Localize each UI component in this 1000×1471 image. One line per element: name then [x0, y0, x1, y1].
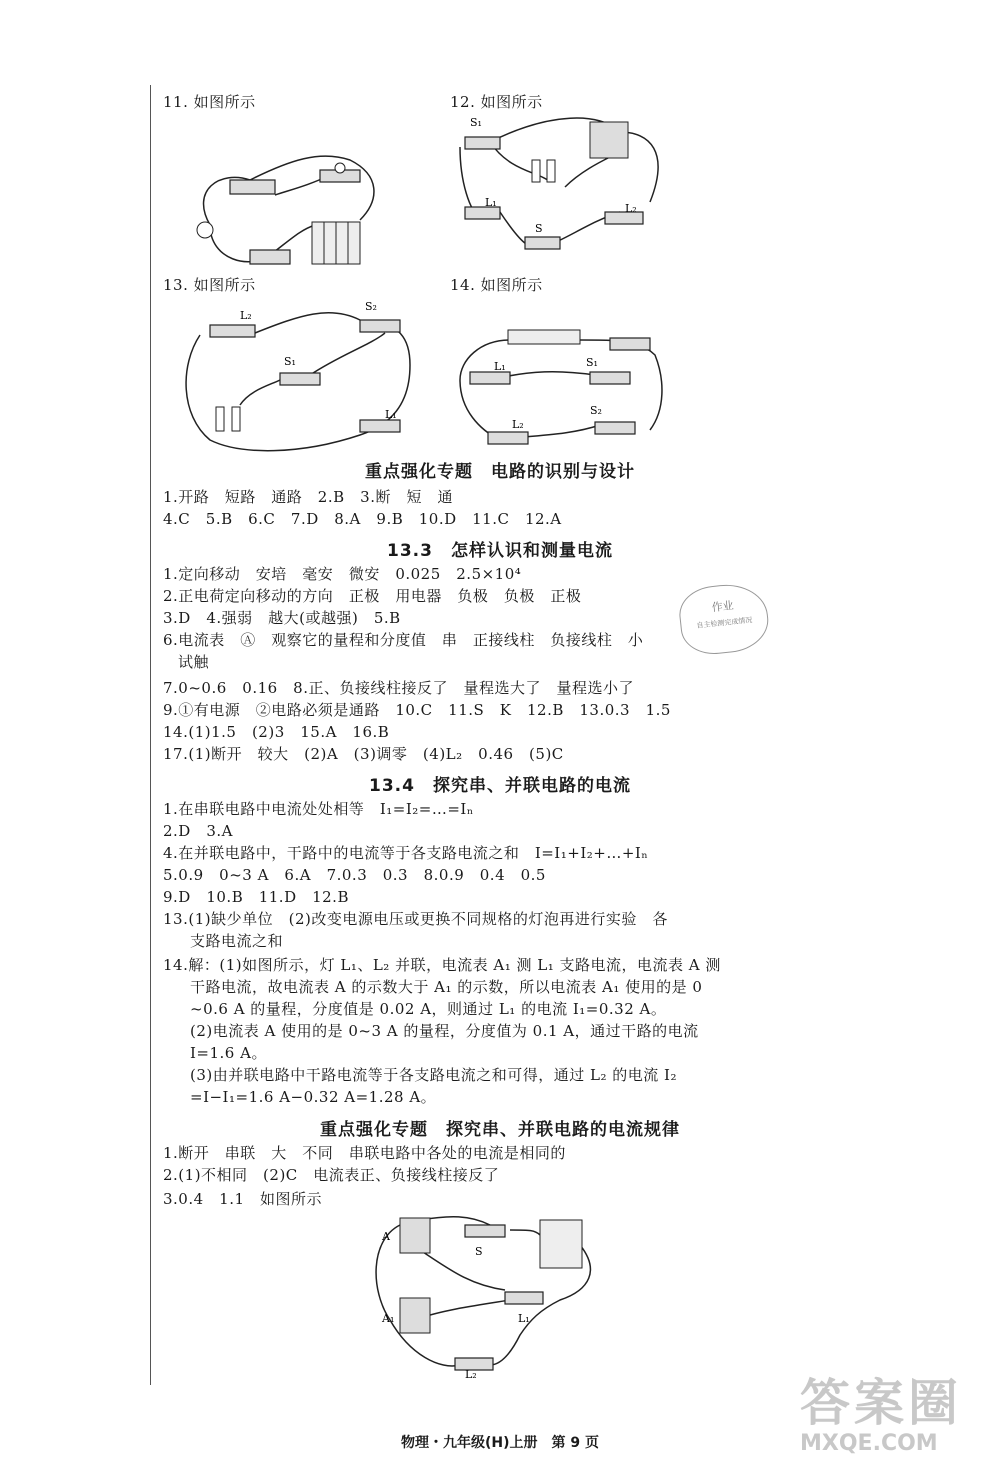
answer-line: 9.D 10.B 11.D 12.B — [163, 888, 349, 906]
figure-tag: L₂ — [625, 202, 637, 215]
switch-s2-icon — [360, 320, 400, 332]
section-heading: 重点强化专题 电路的识别与设计 — [365, 462, 635, 482]
switch-s1-icon — [280, 373, 320, 385]
figure-tag: A₁ — [382, 1312, 395, 1325]
stamp-title: 作业 — [711, 598, 735, 615]
answer-line: 2.(1)不相同 (2)C 电流表正、负接线柱接反了 — [163, 1166, 500, 1184]
figure-tag: A — [382, 1230, 390, 1243]
circuit-diagram-14 — [450, 300, 680, 450]
figure-tag: S₁ — [586, 356, 598, 369]
circuit-diagram-s3 — [360, 1210, 610, 1380]
answer-line: 3.0.4 1.1 如图所示 — [163, 1190, 323, 1208]
answer-line: 干路电流，故电流表 A 的示数大于 A₁ 的示数，所以电流表 A₁ 使用的是 0 — [190, 978, 703, 996]
figure-tag: L₁ — [494, 360, 506, 373]
answer-line: 1.开路 短路 通路 2.B 3.断 短 通 — [163, 488, 453, 506]
answer-line: 6.电流表 Ⓐ 观察它的量程和分度值 串 正接线柱 负接线柱 小 — [163, 631, 644, 649]
answer-line: 14.解：(1)如图所示，灯 L₁、L₂ 并联，电流表 A₁ 测 L₁ 支路电流，电流表 A 测 — [163, 956, 721, 974]
switch-s1-icon — [465, 137, 500, 149]
answer-line: 4.在并联电路中，干路中的电流等于各支路电流之和 I=I₁+I₂+…+Iₙ — [163, 844, 649, 862]
cell-icon — [216, 407, 224, 431]
cell-icon — [232, 407, 240, 431]
bulb-l2-icon — [488, 432, 528, 444]
circuit-diagram-11 — [180, 130, 390, 275]
bulb-l1-icon — [470, 372, 510, 384]
figure-label-12: 12. 如图所示 — [450, 93, 543, 111]
figure-tag: L₁ — [485, 196, 497, 209]
bulb-glass-icon — [335, 163, 345, 173]
section-heading: 重点强化专题 探究串、并联电路的电流规律 — [320, 1120, 680, 1140]
figure-tag: S₂ — [590, 404, 602, 417]
stamp-caption: 自主检测完成情况 — [696, 616, 753, 630]
switch-icon — [230, 180, 275, 194]
homework-stamp — [677, 581, 772, 658]
bulb-l1-icon — [360, 420, 400, 432]
figure-label-13: 13. 如图所示 — [163, 276, 256, 294]
answer-line: (3)由并联电路中干路电流等于各支路电流之和可得，通过 L₂ 的电流 I₂ — [190, 1066, 677, 1084]
bulb-l2-icon — [605, 212, 643, 224]
answer-line: =I−I₁=1.6 A−0.32 A=1.28 A。 — [190, 1088, 437, 1106]
battery-icon — [508, 330, 580, 344]
answer-line: 9.①有电源 ②电路必须是通路 10.C 11.S K 12.B 13.0.3 1.5 — [163, 701, 671, 719]
switch-icon — [610, 338, 650, 350]
page-footer: 物理・九年级(H)上册 第 9 页 — [400, 1435, 599, 1451]
section-heading: 13.3 怎样认识和测量电流 — [387, 541, 613, 561]
cell-icon — [547, 160, 555, 182]
answer-line: 1.断开 串联 大 不同 串联电路中各处的电流是相同的 — [163, 1144, 566, 1162]
figure-tag: L₁ — [518, 1312, 530, 1325]
watermark-logo — [800, 1375, 990, 1465]
circuit-diagram-12 — [450, 112, 680, 262]
answer-line: 14.(1)1.5 (2)3 15.A 16.B — [163, 723, 390, 741]
section-heading: 13.4 探究串、并联电路的电流 — [369, 776, 631, 796]
answer-line: 2.正电荷定向移动的方向 正极 用电器 负极 负极 正极 — [163, 587, 582, 605]
answer-line: 1.定向移动 安培 毫安 微安 0.025 2.5×10⁴ — [163, 565, 522, 583]
figure-tag: S — [535, 222, 543, 235]
answer-line: 2.D 3.A — [163, 822, 233, 840]
watermark-text: 答案圈 — [800, 1374, 962, 1432]
bulb-l1-icon — [505, 1292, 543, 1304]
figure-tag: L₂ — [240, 309, 252, 322]
figure-tag: S₁ — [470, 116, 482, 129]
switch-s-icon — [525, 237, 560, 249]
answer-line: 7.0~0.6 0.16 8.正、负接线柱接反了 量程选大了 量程选小了 — [163, 679, 634, 697]
switch-s1-icon — [590, 372, 630, 384]
figure-tag: L₂ — [512, 418, 524, 431]
switch-icon — [250, 250, 290, 264]
figure-tag: S₂ — [365, 300, 377, 313]
answer-line: 1.在串联电路中电流处处相等 I₁=I₂=…=Iₙ — [163, 800, 474, 818]
answer-line: I=1.6 A。 — [190, 1044, 267, 1062]
switch-s-icon — [465, 1225, 505, 1237]
answer-line: ~0.6 A 的量程，分度值是 0.02 A，则通过 L₁ 的电流 I₁=0.32 A。 — [190, 1000, 667, 1018]
ammeter-a1-icon — [400, 1298, 430, 1333]
answer-line: 4.C 5.B 6.C 7.D 8.A 9.B 10.D 11.C 12.A — [163, 510, 562, 528]
ammeter-icon — [590, 122, 628, 158]
switch-s2-icon — [595, 422, 635, 434]
answer-line: 5.0.9 0~3 A 6.A 7.0.3 0.3 8.0.9 0.4 0.5 — [163, 866, 546, 884]
figure-tag: S₁ — [284, 355, 296, 368]
answer-line: 支路电流之和 — [190, 932, 284, 950]
answer-line: 3.D 4.强弱 越大(或越强) 5.B — [163, 609, 401, 627]
ammeter-a-icon — [400, 1218, 430, 1253]
battery-icon — [540, 1220, 582, 1268]
answer-line: 17.(1)断开 较大 (2)A (3)调零 (4)L₂ 0.46 (5)C — [163, 745, 564, 763]
answer-line: 试触 — [178, 653, 210, 671]
figure-label-14: 14. 如图所示 — [450, 276, 543, 294]
circuit-diagram-13 — [180, 295, 420, 460]
figure-tag: L₂ — [465, 1368, 477, 1380]
figure-tag: L₁ — [385, 408, 397, 421]
answer-line: 13.(1)缺少单位 (2)改变电源电压或更换不同规格的灯泡再进行实验 各 — [163, 910, 668, 928]
answer-line: (2)电流表 A 使用的是 0~3 A 的量程，分度值为 0.1 A，通过干路的电流 — [190, 1022, 699, 1040]
watermark-url: MXQE.COM — [800, 1431, 938, 1456]
figure-label-11: 11. 如图所示 — [163, 93, 256, 111]
bell-icon — [197, 222, 213, 238]
bulb-l2-icon — [210, 325, 255, 337]
cell-icon — [532, 160, 540, 182]
margin-line — [150, 85, 151, 1385]
figure-tag: S — [475, 1245, 483, 1258]
